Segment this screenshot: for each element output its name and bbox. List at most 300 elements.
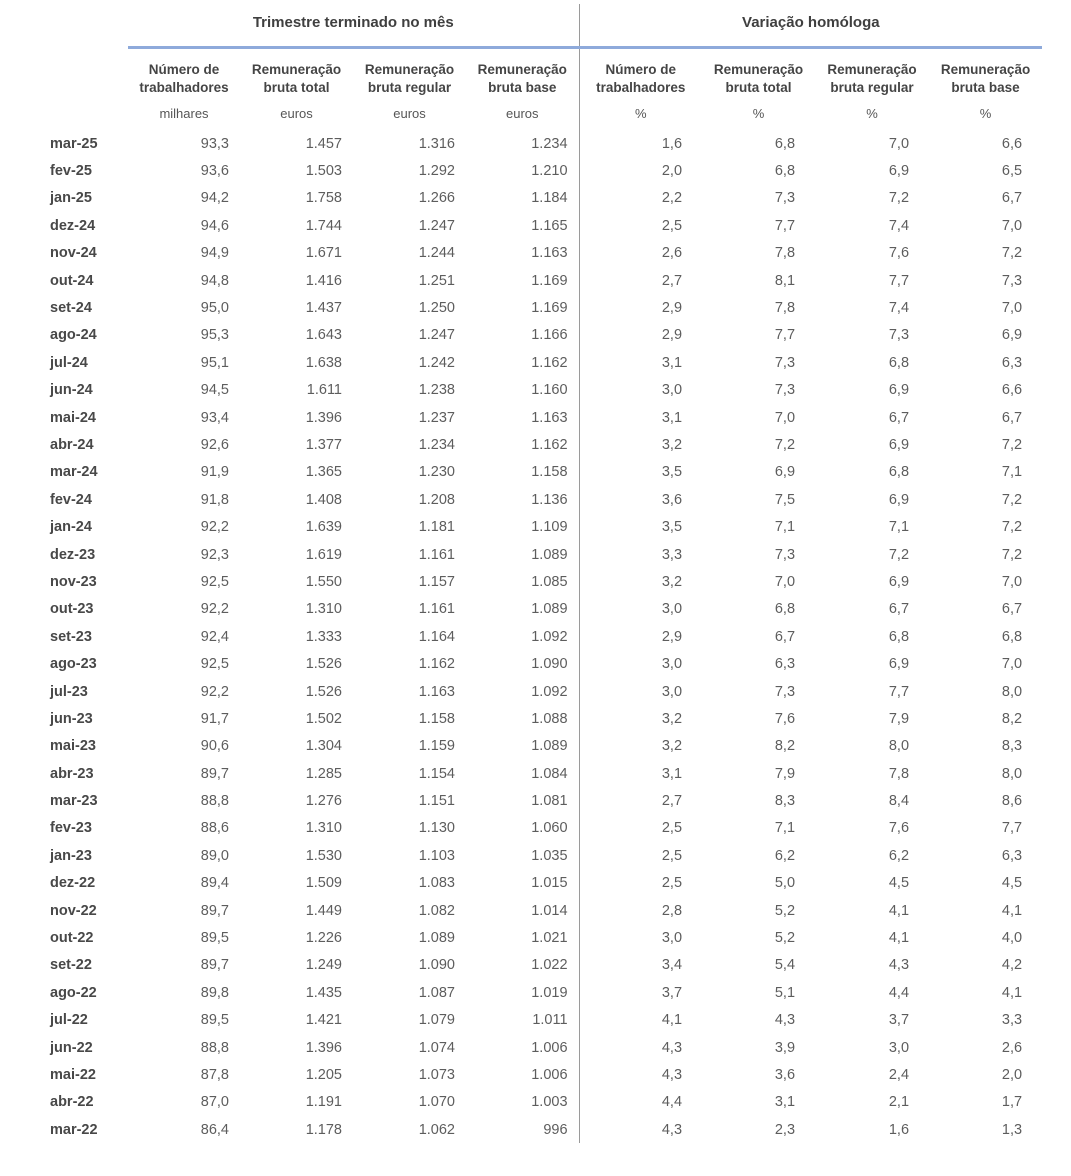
table-row — [0, 431, 1042, 458]
cell-value: 1.006 — [531, 1066, 568, 1083]
cell-value: 1.638 — [305, 354, 342, 371]
cell-value: 4,1 — [1001, 984, 1023, 1001]
cell-value: 4,1 — [888, 930, 910, 947]
cell-value: 6,9 — [888, 163, 910, 180]
cell-value: 1.019 — [531, 984, 568, 1001]
cell-value: 7,2 — [1001, 491, 1023, 508]
table-row — [0, 185, 1042, 212]
cell-value: 1.160 — [531, 382, 568, 399]
cell-value: 8,1 — [774, 272, 796, 289]
cell-value: 1.310 — [305, 820, 342, 837]
cell-value: 1.502 — [305, 710, 342, 727]
cell-value: 6,9 — [774, 464, 796, 481]
cell-value: 1.408 — [305, 491, 342, 508]
column-unit: milhares — [159, 106, 209, 121]
column-header: Remuneração bruta base — [477, 61, 567, 95]
cell-value: 7,2 — [888, 190, 910, 207]
cell-value: 1.365 — [305, 464, 342, 481]
table-row — [0, 404, 1042, 431]
cell-value: 1.074 — [418, 1039, 455, 1056]
cell-value: 1.758 — [305, 190, 342, 207]
remuneration-table — [0, 4, 1042, 1143]
cell-value: 7,2 — [1001, 519, 1023, 536]
cell-value: 3,0 — [888, 1039, 910, 1056]
cell-value: 1.090 — [531, 656, 568, 673]
cell-value: 1.165 — [531, 217, 568, 234]
cell-value: 1.136 — [531, 491, 568, 508]
table-row — [0, 212, 1042, 239]
row-month-label: jul-22 — [50, 1012, 88, 1029]
cell-value: 92,3 — [200, 546, 229, 563]
cell-value: 94,9 — [200, 245, 229, 262]
cell-value: 1.526 — [305, 656, 342, 673]
row-month-label: nov-24 — [50, 245, 97, 262]
cell-value: 1.082 — [418, 902, 455, 919]
row-month-label: mar-24 — [50, 464, 98, 481]
cell-value: 1.163 — [531, 245, 568, 262]
cell-value: 1.437 — [305, 300, 342, 317]
cell-value: 1.377 — [305, 436, 342, 453]
cell-value: 3,0 — [579, 924, 702, 951]
cell-value: 8,3 — [774, 793, 796, 810]
cell-value: 1.062 — [418, 1121, 455, 1138]
cell-value: 7,7 — [888, 683, 910, 700]
cell-value: 1.237 — [418, 409, 455, 426]
cell-value: 86,4 — [200, 1121, 229, 1138]
cell-value: 2,9 — [579, 294, 702, 321]
cell-value: 7,4 — [888, 300, 910, 317]
cell-value: 1.416 — [305, 272, 342, 289]
cell-value: 1,7 — [1001, 1094, 1023, 1111]
table-row — [0, 815, 1042, 842]
cell-value: 6,8 — [888, 464, 910, 481]
table-row — [0, 870, 1042, 897]
column-header-row — [0, 47, 1042, 103]
unit-row — [0, 103, 1042, 130]
cell-value: 7,3 — [1001, 272, 1023, 289]
cell-value: 2,1 — [888, 1094, 910, 1111]
cell-value: 7,6 — [888, 820, 910, 837]
cell-value: 1.333 — [305, 628, 342, 645]
cell-value: 4,2 — [1001, 957, 1023, 974]
cell-value: 4,5 — [888, 875, 910, 892]
table-row — [0, 294, 1042, 321]
cell-value: 1.247 — [418, 327, 455, 344]
cell-value: 6,9 — [888, 436, 910, 453]
cell-value: 7,8 — [888, 765, 910, 782]
row-month-label: out-22 — [50, 930, 94, 947]
cell-value: 1.161 — [418, 601, 455, 618]
cell-value: 1.011 — [532, 1012, 568, 1029]
table-row — [0, 596, 1042, 623]
cell-value: 1.266 — [418, 190, 455, 207]
cell-value: 1.316 — [418, 135, 455, 152]
cell-value: 2,8 — [579, 897, 702, 924]
cell-value: 92,4 — [200, 628, 229, 645]
cell-value: 7,0 — [1001, 656, 1023, 673]
table-row — [0, 842, 1042, 869]
cell-value: 1.611 — [306, 382, 342, 399]
cell-value: 6,2 — [774, 847, 796, 864]
cell-value: 4,5 — [1001, 875, 1023, 892]
cell-value: 7,2 — [1001, 245, 1023, 262]
cell-value: 1.619 — [305, 546, 342, 563]
cell-value: 87,0 — [200, 1094, 229, 1111]
cell-value: 1.208 — [418, 491, 455, 508]
cell-value: 1.022 — [531, 957, 568, 974]
cell-value: 94,8 — [200, 272, 229, 289]
cell-value: 1.162 — [418, 656, 455, 673]
cell-value: 3,7 — [579, 979, 702, 1006]
row-month-label: mar-25 — [50, 135, 98, 152]
cell-value: 4,1 — [1001, 902, 1023, 919]
cell-value: 1.089 — [418, 930, 455, 947]
table-row — [0, 267, 1042, 294]
cell-value: 91,9 — [200, 464, 229, 481]
table-row — [0, 705, 1042, 732]
cell-value: 6,7 — [888, 409, 910, 426]
row-month-label: abr-24 — [50, 436, 94, 453]
row-month-label: nov-22 — [50, 902, 97, 919]
cell-value: 1,6 — [888, 1121, 910, 1138]
cell-value: 2,9 — [579, 322, 702, 349]
cell-value: 8,0 — [1001, 765, 1023, 782]
cell-value: 1.163 — [531, 409, 568, 426]
cell-value: 89,0 — [200, 847, 229, 864]
cell-value: 1.014 — [531, 902, 568, 919]
cell-value: 6,8 — [774, 163, 796, 180]
table-row — [0, 157, 1042, 184]
cell-value: 3,4 — [579, 952, 702, 979]
cell-value: 1.163 — [418, 683, 455, 700]
cell-value: 6,5 — [1001, 163, 1023, 180]
cell-value: 6,3 — [774, 656, 796, 673]
cell-value: 1.249 — [305, 957, 342, 974]
cell-value: 7,0 — [1001, 300, 1023, 317]
cell-value: 92,2 — [200, 683, 229, 700]
cell-value: 2,5 — [579, 212, 702, 239]
cell-value: 1.158 — [418, 710, 455, 727]
cell-value: 6,9 — [888, 382, 910, 399]
column-unit: euros — [506, 106, 539, 121]
cell-value: 88,8 — [200, 1039, 229, 1056]
cell-value: 8,4 — [888, 793, 910, 810]
row-month-label: dez-22 — [50, 875, 96, 892]
cell-value: 1.081 — [531, 793, 568, 810]
table-row — [0, 979, 1042, 1006]
section-title-row — [0, 4, 1042, 47]
row-month-label: mar-22 — [50, 1121, 98, 1138]
cell-value: 5,2 — [774, 902, 796, 919]
cell-value: 7,8 — [774, 245, 796, 262]
table-row — [0, 130, 1042, 157]
row-month-label: jun-23 — [50, 710, 93, 727]
cell-value: 6,3 — [1001, 354, 1023, 371]
cell-value: 7,2 — [1001, 436, 1023, 453]
cell-value: 6,7 — [1001, 601, 1023, 618]
table-row — [0, 787, 1042, 814]
cell-value: 1.396 — [305, 409, 342, 426]
table-row — [0, 459, 1042, 486]
cell-value: 3,6 — [579, 486, 702, 513]
table-row — [0, 513, 1042, 540]
row-month-label: fev-24 — [50, 491, 92, 508]
cell-value: 1.085 — [531, 573, 568, 590]
cell-value: 6,8 — [888, 628, 910, 645]
cell-value: 1.643 — [305, 327, 342, 344]
cell-value: 4,3 — [579, 1034, 702, 1061]
cell-value: 94,6 — [200, 217, 229, 234]
cell-value: 89,5 — [200, 1012, 229, 1029]
cell-value: 1.503 — [305, 163, 342, 180]
cell-value: 1.003 — [531, 1094, 568, 1111]
cell-value: 8,0 — [1001, 683, 1023, 700]
cell-value: 89,7 — [200, 765, 229, 782]
cell-value: 3,2 — [579, 733, 702, 760]
cell-value: 1.109 — [531, 519, 568, 536]
cell-value: 5,4 — [774, 957, 796, 974]
cell-value: 7,9 — [888, 710, 910, 727]
cell-value: 1.158 — [531, 464, 568, 481]
cell-value: 89,7 — [200, 957, 229, 974]
cell-value: 1.639 — [305, 519, 342, 536]
cell-value: 4,1 — [888, 902, 910, 919]
cell-value: 1.021 — [531, 930, 568, 947]
cell-value: 1.089 — [531, 738, 568, 755]
table-body — [0, 130, 1042, 1143]
table-row — [0, 240, 1042, 267]
cell-value: 1.250 — [418, 300, 455, 317]
cell-value: 1.083 — [418, 875, 455, 892]
cell-value: 7,9 — [774, 765, 796, 782]
cell-value: 5,2 — [774, 930, 796, 947]
cell-value: 89,8 — [200, 984, 229, 1001]
cell-value: 7,1 — [774, 519, 796, 536]
cell-value: 3,3 — [579, 541, 702, 568]
cell-value: 1.089 — [531, 546, 568, 563]
table-row — [0, 377, 1042, 404]
cell-value: 3,1 — [579, 404, 702, 431]
cell-value: 1,6 — [579, 130, 702, 157]
unit-row-spacer — [0, 103, 128, 130]
cell-value: 7,0 — [774, 573, 796, 590]
cell-value: 1.205 — [305, 1066, 342, 1083]
cell-value: 6,6 — [1001, 382, 1023, 399]
row-month-label: ago-22 — [50, 984, 97, 1001]
cell-value: 88,6 — [200, 820, 229, 837]
table-row — [0, 897, 1042, 924]
cell-value: 4,4 — [579, 1089, 702, 1116]
cell-value: 91,7 — [200, 710, 229, 727]
table-row — [0, 733, 1042, 760]
cell-value: 6,7 — [1001, 409, 1023, 426]
cell-value: 1.550 — [305, 573, 342, 590]
cell-value: 1.744 — [305, 217, 342, 234]
cell-value: 87,8 — [200, 1066, 229, 1083]
cell-value: 90,6 — [200, 738, 229, 755]
cell-value: 996 — [543, 1121, 568, 1138]
cell-value: 1.530 — [305, 847, 342, 864]
row-month-label: abr-22 — [50, 1094, 94, 1111]
table-row — [0, 486, 1042, 513]
cell-value: 2,7 — [579, 787, 702, 814]
cell-value: 1.159 — [418, 738, 455, 755]
row-month-label: jan-24 — [50, 519, 92, 536]
cell-value: 94,2 — [200, 190, 229, 207]
cell-value: 6,9 — [888, 573, 910, 590]
cell-value: 3,1 — [579, 349, 702, 376]
cell-value: 6,8 — [1001, 628, 1023, 645]
cell-value: 6,6 — [1001, 135, 1023, 152]
table-row — [0, 623, 1042, 650]
cell-value: 6,7 — [888, 601, 910, 618]
cell-value: 1.079 — [418, 1012, 455, 1029]
cell-value: 2,4 — [888, 1066, 910, 1083]
cell-value: 6,9 — [1001, 327, 1023, 344]
row-month-label: jan-23 — [50, 847, 92, 864]
header-row-spacer — [0, 47, 128, 103]
row-month-label: set-23 — [50, 628, 92, 645]
cell-value: 92,2 — [200, 601, 229, 618]
cell-value: 1.210 — [531, 163, 568, 180]
cell-value: 7,6 — [774, 710, 796, 727]
cell-value: 88,8 — [200, 793, 229, 810]
cell-value: 1.449 — [305, 902, 342, 919]
table-row — [0, 349, 1042, 376]
column-header: Número de trabalhadores — [579, 47, 702, 103]
cell-value: 1.070 — [418, 1094, 455, 1111]
cell-value: 89,5 — [200, 930, 229, 947]
section-title-variacao: Variação homóloga — [579, 4, 1042, 47]
cell-value: 1.671 — [305, 245, 342, 262]
table-row — [0, 541, 1042, 568]
row-month-label: dez-23 — [50, 546, 96, 563]
table-row — [0, 1061, 1042, 1088]
table-row — [0, 678, 1042, 705]
table-row — [0, 760, 1042, 787]
cell-value: 1.161 — [418, 546, 455, 563]
row-month-label: jul-23 — [50, 683, 88, 700]
cell-value: 1.526 — [305, 683, 342, 700]
cell-value: 7,7 — [1001, 820, 1023, 837]
cell-value: 91,8 — [200, 491, 229, 508]
cell-value: 6,8 — [774, 135, 796, 152]
cell-value: 6,2 — [888, 847, 910, 864]
cell-value: 8,3 — [1001, 738, 1023, 755]
column-unit: % — [752, 106, 765, 121]
cell-value: 3,3 — [1001, 1012, 1023, 1029]
cell-value: 7,1 — [774, 820, 796, 837]
cell-value: 1.162 — [531, 436, 568, 453]
cell-value: 1.169 — [531, 272, 568, 289]
cell-value: 4,3 — [774, 1012, 796, 1029]
cell-value: 1.092 — [531, 628, 568, 645]
cell-value: 3,5 — [579, 459, 702, 486]
row-month-label: jul-24 — [50, 354, 88, 371]
row-month-label: ago-24 — [50, 327, 97, 344]
cell-value: 1.435 — [305, 984, 342, 1001]
cell-value: 3,6 — [774, 1066, 796, 1083]
table-row — [0, 322, 1042, 349]
cell-value: 8,6 — [1001, 793, 1023, 810]
table-row — [0, 1089, 1042, 1116]
cell-value: 3,1 — [579, 760, 702, 787]
table-row — [0, 924, 1042, 951]
cell-value: 3,9 — [774, 1039, 796, 1056]
cell-value: 2,9 — [579, 623, 702, 650]
column-header: Remuneração bruta total — [251, 61, 342, 95]
cell-value: 1.310 — [305, 601, 342, 618]
cell-value: 7,5 — [774, 491, 796, 508]
cell-value: 1.292 — [418, 163, 455, 180]
row-month-label: mar-23 — [50, 793, 98, 810]
cell-value: 1.509 — [305, 875, 342, 892]
column-unit: euros — [280, 106, 313, 121]
row-month-label: set-22 — [50, 957, 92, 974]
cell-value: 6,7 — [774, 628, 796, 645]
row-month-label: abr-23 — [50, 765, 94, 782]
table-row — [0, 568, 1042, 595]
cell-value: 7,8 — [774, 300, 796, 317]
cell-value: 1.154 — [418, 765, 455, 782]
cell-value: 7,0 — [1001, 573, 1023, 590]
cell-value: 7,1 — [888, 519, 910, 536]
cell-value: 3,2 — [579, 568, 702, 595]
cell-value: 7,7 — [774, 327, 796, 344]
cell-value: 7,2 — [1001, 546, 1023, 563]
cell-value: 1.181 — [418, 519, 455, 536]
cell-value: 92,2 — [200, 519, 229, 536]
column-header: Remuneração bruta base — [940, 61, 1031, 95]
cell-value: 1.178 — [305, 1121, 342, 1138]
cell-value: 92,6 — [200, 436, 229, 453]
cell-value: 1.230 — [418, 464, 455, 481]
cell-value: 5,0 — [774, 875, 796, 892]
row-month-label: jun-24 — [50, 382, 93, 399]
cell-value: 7,3 — [774, 354, 796, 371]
cell-value: 3,0 — [579, 678, 702, 705]
row-month-label: mai-23 — [50, 738, 96, 755]
cell-value: 7,0 — [888, 135, 910, 152]
cell-value: 7,2 — [774, 436, 796, 453]
column-unit: euros — [393, 106, 426, 121]
cell-value: 92,5 — [200, 573, 229, 590]
cell-value: 1.090 — [418, 957, 455, 974]
cell-value: 95,1 — [200, 354, 229, 371]
cell-value: 1.191 — [305, 1094, 342, 1111]
cell-value: 1.087 — [418, 984, 455, 1001]
row-month-label: jun-22 — [50, 1039, 93, 1056]
cell-value: 1.092 — [531, 683, 568, 700]
column-header: Remuneração bruta regular — [827, 61, 917, 95]
cell-value: 3,2 — [579, 705, 702, 732]
table-row — [0, 650, 1042, 677]
cell-value: 95,0 — [200, 300, 229, 317]
row-month-label: dez-24 — [50, 217, 96, 234]
cell-value: 1.015 — [531, 875, 568, 892]
row-month-label: fev-23 — [50, 820, 92, 837]
cell-value: 1.234 — [418, 436, 455, 453]
cell-value: 4,0 — [1001, 930, 1023, 947]
cell-value: 1.089 — [531, 601, 568, 618]
cell-value: 4,4 — [888, 984, 910, 1001]
row-month-label: set-24 — [50, 300, 92, 317]
cell-value: 1.166 — [531, 327, 568, 344]
cell-value: 1.238 — [418, 382, 455, 399]
row-month-label: mai-24 — [50, 409, 96, 426]
cell-value: 1.103 — [418, 847, 455, 864]
column-unit: % — [579, 103, 702, 130]
